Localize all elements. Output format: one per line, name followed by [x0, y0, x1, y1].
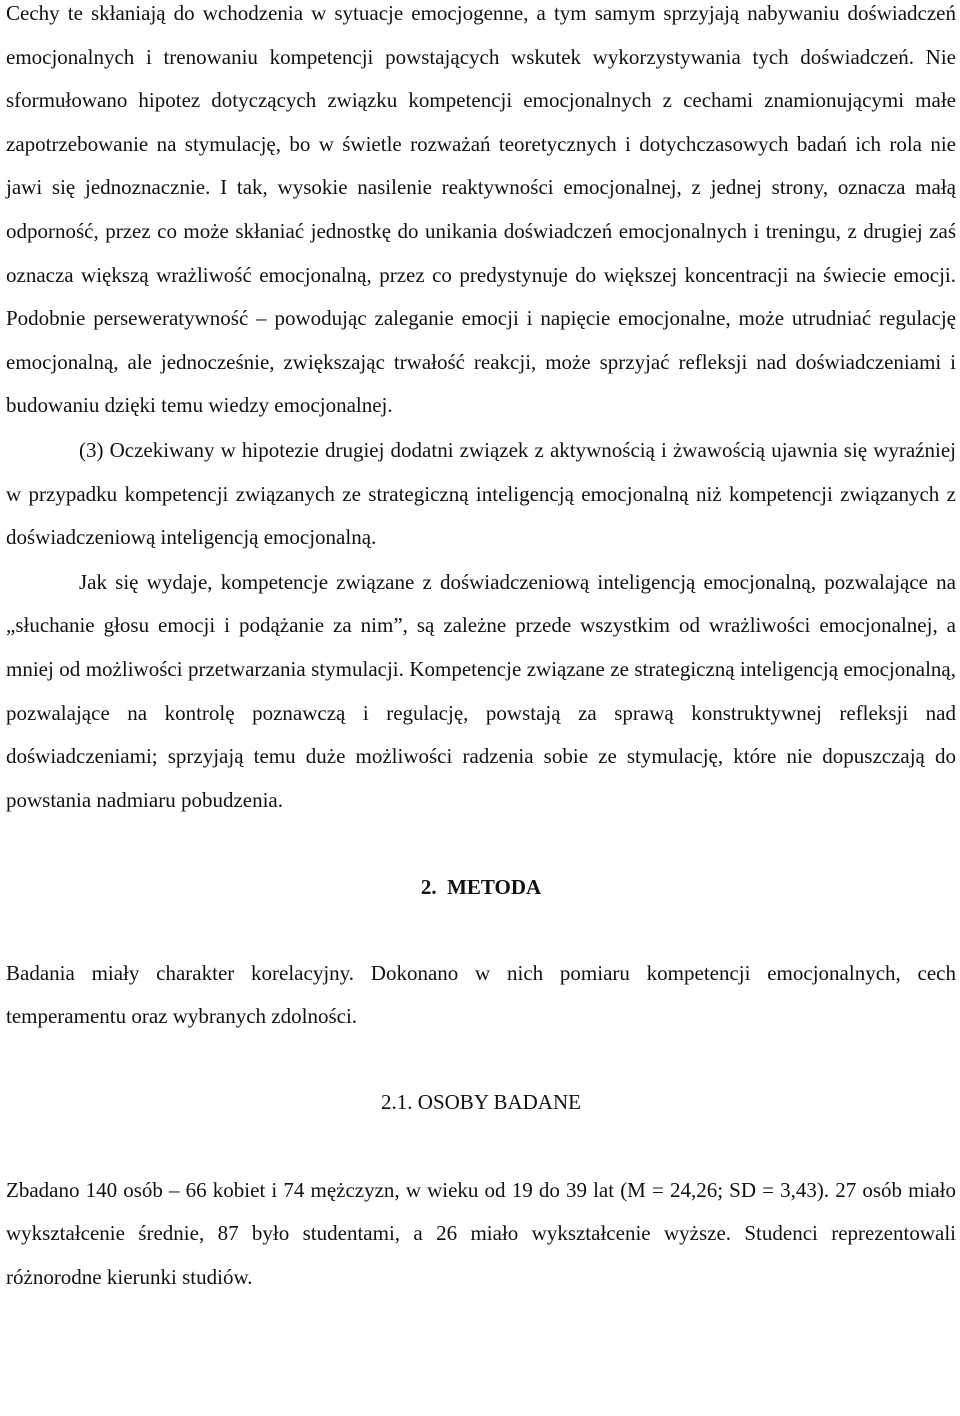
paragraph-osoby-badane: Zbadano 140 osób – 66 kobiet i 74 mężczyzn, w wieku od 19 do 39 lat (M = 24,26; SD = 3,43). 27 osób miało wykształcenie średnie, 87 było studentami, a 26 miało wykształcenie wyższe. Studenci reprezentowali różnorodne kierunki studiów. — [6, 1177, 956, 1289]
document-page — [6, 0, 956, 1299]
section-heading-metoda: 2. METODA — [420, 875, 542, 900]
paragraph-hypothesis-3: (3) Oczekiwany w hipotezie drugiej dodatni związek z aktywnością i żwawością ujawnia się wyraźniej w przypadku kompetencji związanych ze strategiczną inteligencją emocjonalną niż kompetencji związanych z doświadczeniową inteligencją emocjonalną. — [6, 437, 956, 550]
paragraph-metoda: Badania miały charakter korelacyjny. Dokonano w nich pomiaru kompetencji emocjonalnych, cech temperamentu oraz wybranych zdolności. — [6, 960, 956, 1029]
section-heading-osoby-badane: 2.1. OSOBY BADANE — [381, 1090, 581, 1115]
paragraph-competence-explanation: Jak się wydaje, kompetencje związane z doświadczeniową inteligencją emocjonalną, pozwalające na „słuchanie głosu emocji i podążanie za nim”, są zależne przede wszystkim od wrażliwości emocjonalnej, a mniej od możliwości przetwarzania stymulacji. Kompetencje związane ze strategiczną inteligencją emocjonalną, pozwalające na kontrolę poznawczą i regulację, powstają za sprawą konstruktywnej refleksji nad doświadczeniami; sprzyjają temu duże możliwości radzenia sobie ze stymulację, które nie dopuszczają do powstania nadmiaru pobudzenia. — [6, 569, 956, 812]
paragraph-temperament-traits: Cechy te skłaniają do wchodzenia w sytuacje emocjogenne, a tym samym sprzyjają nabywaniu doświadczeń emocjonalnych i trenowaniu kompetencji powstających wskutek wykorzystywania tych doświadczeń. Nie sformułowano hipotez dotyczących związku kompetencji emocjonalnych z cechami znamionującymi małe zapotrzebowanie na stymulację, bo w świetle rozważań teoretycznych i dotychczasowych badań ich rola nie jawi się jednoznacznie. I tak, wysokie nasilenie reaktywności emocjonalnej, z jednej strony, oznacza małą odporność, przez co może skłaniać jednostkę do unikania doświadczeń emocjonalnych i treningu, z drugiej zaś oznacza większą wrażliwość emocjonalną, przez co predystynuje do większej koncentracji na świecie emocji. Podobnie perseweratywność – powodując zaleganie emocji i napięcie emocjonalne, może utrudniać regulację emocjonalną, ale jednocześnie, zwiększając trwałość reakcji, może sprzyjać refleksji nad doświadczeniami i budowaniu dzięki temu wiedzy emocjonalnej. — [6, 1, 956, 418]
